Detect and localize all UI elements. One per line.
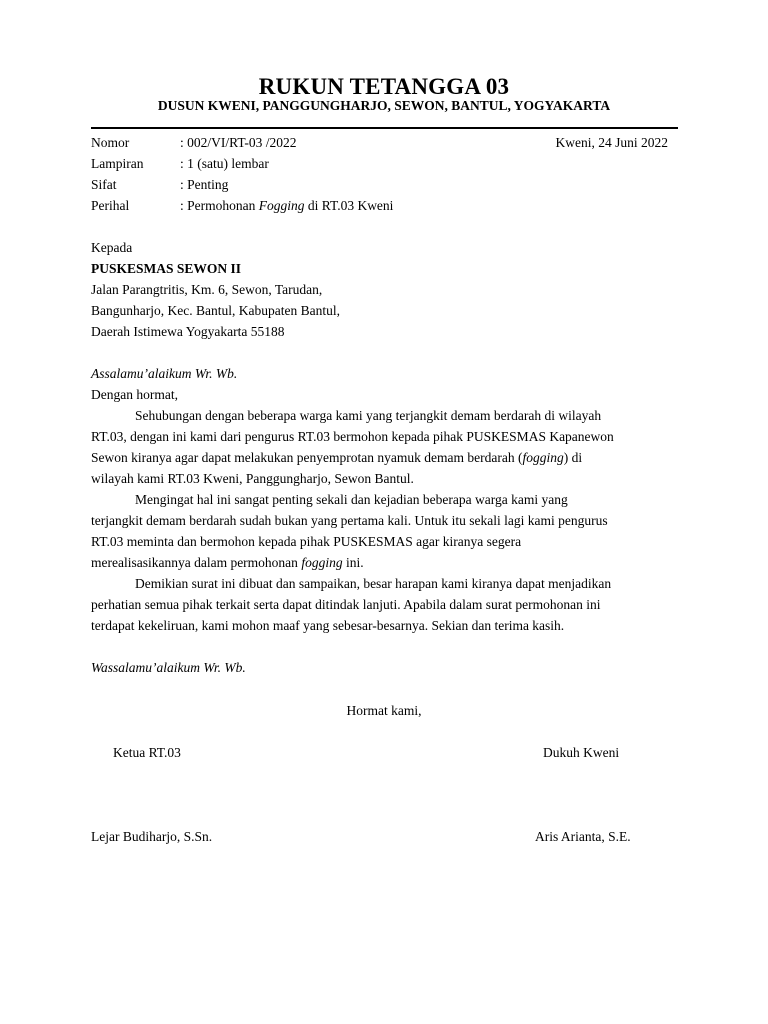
- paragraph-line: wilayah kami RT.03 Kweni, Panggungharjo, Sewon Bantul.: [91, 471, 414, 486]
- paragraph-line: perhatian semua pihak terkait serta dapat ditindak lanjuti. Apabila dalam surat permohonan ini: [91, 597, 601, 612]
- text-run-italic: fogging: [301, 555, 343, 570]
- letterhead-title: RUKUN TETANGGA 03: [258, 74, 510, 99]
- perihal-prefix: : Permohonan: [180, 198, 259, 213]
- recipient-name: PUSKESMAS SEWON II: [91, 261, 242, 276]
- sifat-label: Sifat: [91, 177, 117, 192]
- signature-left-role: Ketua RT.03: [113, 745, 181, 760]
- text-run: ini.: [342, 555, 364, 570]
- greeting: Assalamu’alaikum Wr. Wb.: [91, 366, 238, 381]
- paragraph-line: terjangkit demam berdarah sudah bukan yang pertama kali. Untuk itu sekali lagi kami pengurus: [91, 513, 608, 528]
- lampiran-value: : 1 (satu) lembar: [180, 156, 269, 171]
- kepada-label: Kepada: [91, 240, 133, 255]
- letterhead-divider: [91, 127, 678, 129]
- paragraph-line: Demikian surat ini dibuat dan sampaikan, besar harapan kami kiranya dapat menjadikan: [135, 576, 612, 591]
- paragraph-line: Sehubungan dengan beberapa warga kami yang terjangkit demam berdarah di wilayah: [135, 408, 602, 423]
- paragraph-line: terdapat kekeliruan, kami mohon maaf yang sebesar-besarnya. Sekian dan terima kasih.: [91, 618, 565, 633]
- signature-left-name: Lejar Budiharjo, S.Sn.: [91, 829, 213, 844]
- signature-right-role: Dukuh Kweni: [543, 745, 620, 760]
- sifat-value: : Penting: [180, 177, 229, 192]
- lampiran-label: Lampiran: [91, 156, 144, 171]
- letter-date: Kweni, 24 Juni 2022: [555, 135, 668, 150]
- perihal-suffix: di RT.03 Kweni: [304, 198, 394, 213]
- recipient-address-line: Bangunharjo, Kec. Bantul, Kabupaten Bantul,: [91, 303, 340, 318]
- recipient-address-line: Jalan Parangtritis, Km. 6, Sewon, Tarudan,: [91, 282, 323, 297]
- hormat-kami: Hormat kami,: [346, 703, 422, 718]
- perihal-italic: Fogging: [258, 198, 305, 213]
- closing-greeting: Wassalamu’alaikum Wr. Wb.: [91, 660, 246, 675]
- text-run: ) di: [563, 450, 583, 465]
- perihal-value: [180, 199, 393, 213]
- perihal-label: Perihal: [91, 198, 130, 213]
- nomor-value: : 002/VI/RT-03 /2022: [180, 135, 297, 150]
- paragraph-line: Mengingat hal ini sangat penting sekali dan kejadian beberapa warga kami yang: [135, 492, 568, 507]
- signature-right-name: Aris Arianta, S.E.: [535, 829, 631, 844]
- recipient-address-line: Daerah Istimewa Yogyakarta 55188: [91, 324, 285, 339]
- text-run: merealisasikannya dalam permohonan: [91, 555, 302, 570]
- text-run-italic: fogging: [522, 450, 564, 465]
- paragraph-line: RT.03 meminta dan bermohon kepada pihak PUSKESMAS agar kiranya segera: [91, 534, 522, 549]
- letterhead-subtitle: DUSUN KWENI, PANGGUNGHARJO, SEWON, BANTUL, YOGYAKARTA: [157, 98, 611, 113]
- nomor-label: Nomor: [91, 135, 130, 150]
- text-run: Sewon kiranya agar dapat melakukan penyemprotan nyamuk demam berdarah (: [91, 450, 523, 465]
- paragraph-line: RT.03, dengan ini kami dari pengurus RT.03 bermohon kepada pihak PUSKESMAS Kapanewon: [91, 429, 614, 444]
- paragraph-line: [91, 556, 364, 570]
- opening: Dengan hormat,: [91, 387, 178, 402]
- paragraph-line: [91, 451, 582, 465]
